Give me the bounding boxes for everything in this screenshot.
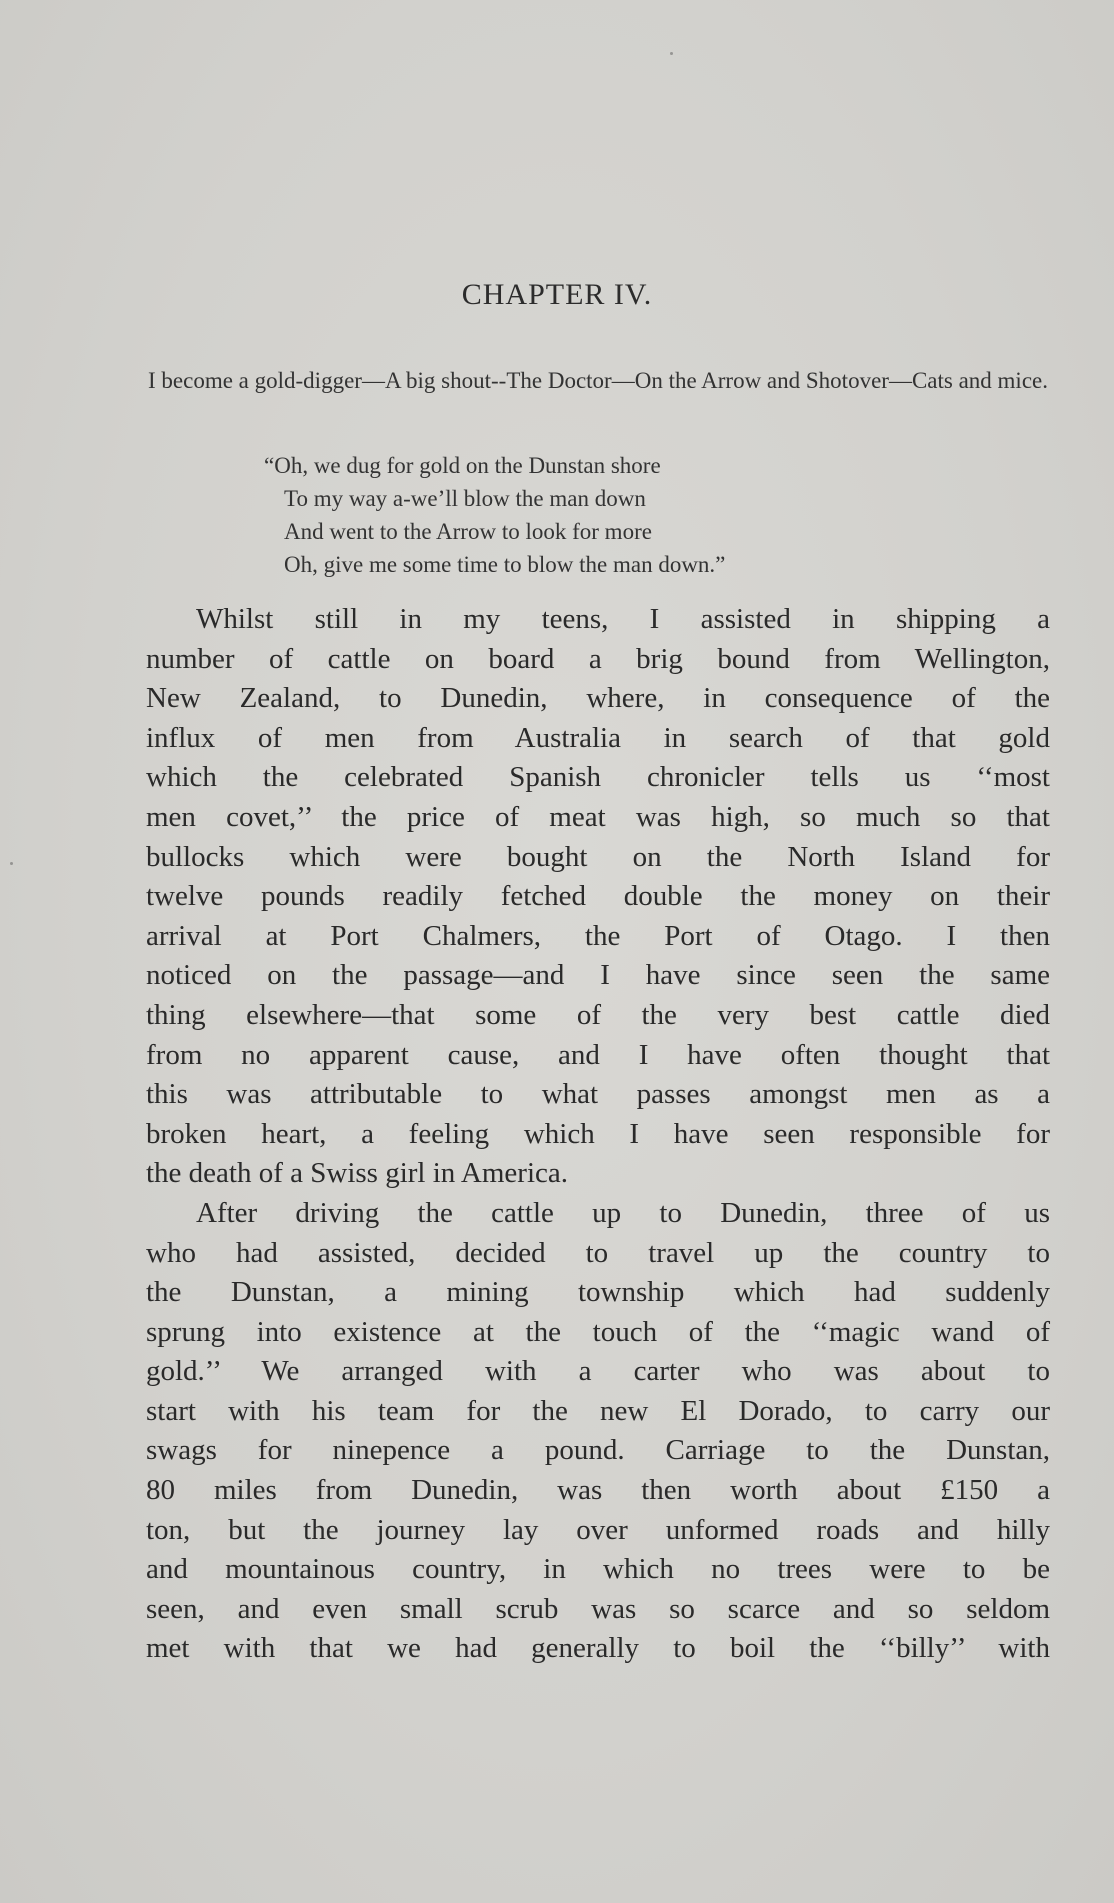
chapter-synopsis: I become a gold-digger—A big shout--The Doctor—On the Arrow and Shotover—Cats and mice. bbox=[148, 368, 1048, 393]
text-line: 80 miles from Dunedin, was then worth about £150 a bbox=[146, 1474, 1050, 1507]
chapter-title: CHAPTER IV. bbox=[461, 278, 653, 311]
verse-line: And went to the Arrow to look for more bbox=[284, 519, 652, 544]
text-line: from no apparent cause, and I have often thought that bbox=[146, 1038, 1050, 1071]
text-line: ton, but the journey lay over unformed roads and hilly bbox=[146, 1513, 1050, 1546]
verse-line: Oh, give me some time to blow the man down.” bbox=[284, 552, 726, 577]
chapter-body bbox=[146, 600, 1050, 1669]
paper-speck bbox=[10, 862, 13, 865]
text-line: which the celebrated Spanish chronicler tells us ‘‘most bbox=[146, 761, 1050, 794]
verse-line: To my way a-we’ll blow the man down bbox=[284, 486, 646, 511]
text-line: New Zealand, to Dunedin, where, in consequence of the bbox=[146, 682, 1050, 715]
text-line: who had assisted, decided to travel up the country to bbox=[146, 1236, 1050, 1269]
text-line: swags for ninepence a pound. Carriage to the Dunstan, bbox=[146, 1434, 1050, 1467]
text-line: this was attributable to what passes amongst men as a bbox=[146, 1078, 1050, 1111]
text-line: sprung into existence at the touch of the ‘‘magic wand of bbox=[146, 1315, 1050, 1348]
paper-speck bbox=[670, 52, 673, 55]
text-line: After driving the cattle up to Dunedin, three of us bbox=[196, 1196, 1050, 1229]
text-line: twelve pounds readily fetched double the money on their bbox=[146, 880, 1050, 913]
text-line: number of cattle on board a brig bound from Wellington, bbox=[146, 642, 1050, 675]
text-line: thing elsewhere—that some of the very best cattle died bbox=[146, 998, 1050, 1031]
text-line: bullocks which were bought on the North Island for bbox=[146, 840, 1050, 873]
text-line: gold.’’ We arranged with a carter who was about to bbox=[146, 1355, 1050, 1388]
text-line: the death of a Swiss girl in America. bbox=[146, 1157, 569, 1190]
epigraph-verse bbox=[264, 449, 725, 581]
verse-line: “Oh, we dug for gold on the Dunstan shore bbox=[264, 453, 661, 478]
text-line: noticed on the passage—and I have since seen the same bbox=[146, 959, 1050, 992]
text-line: seen, and even small scrub was so scarce and so seldom bbox=[146, 1592, 1050, 1625]
text-line: men covet,’’ the price of meat was high, so much so that bbox=[146, 800, 1050, 833]
text-line: Whilst still in my teens, I assisted in shipping a bbox=[196, 603, 1050, 635]
paragraph-2 bbox=[146, 1194, 1050, 1669]
text-line: broken heart, a feeling which I have seen responsible for bbox=[146, 1117, 1050, 1150]
text-line: met with that we had generally to boil the ‘‘billy’’ with bbox=[146, 1632, 1050, 1665]
text-line: the Dunstan, a mining township which had suddenly bbox=[146, 1276, 1050, 1309]
paragraph-1 bbox=[146, 600, 1050, 1194]
text-line: arrival at Port Chalmers, the Port of Otago. I then bbox=[146, 919, 1050, 952]
text-line: influx of men from Australia in search of that gold bbox=[146, 721, 1050, 754]
text-line: start with his team for the new El Dorado, to carry our bbox=[146, 1394, 1050, 1427]
text-line: and mountainous country, in which no trees were to be bbox=[146, 1553, 1050, 1586]
